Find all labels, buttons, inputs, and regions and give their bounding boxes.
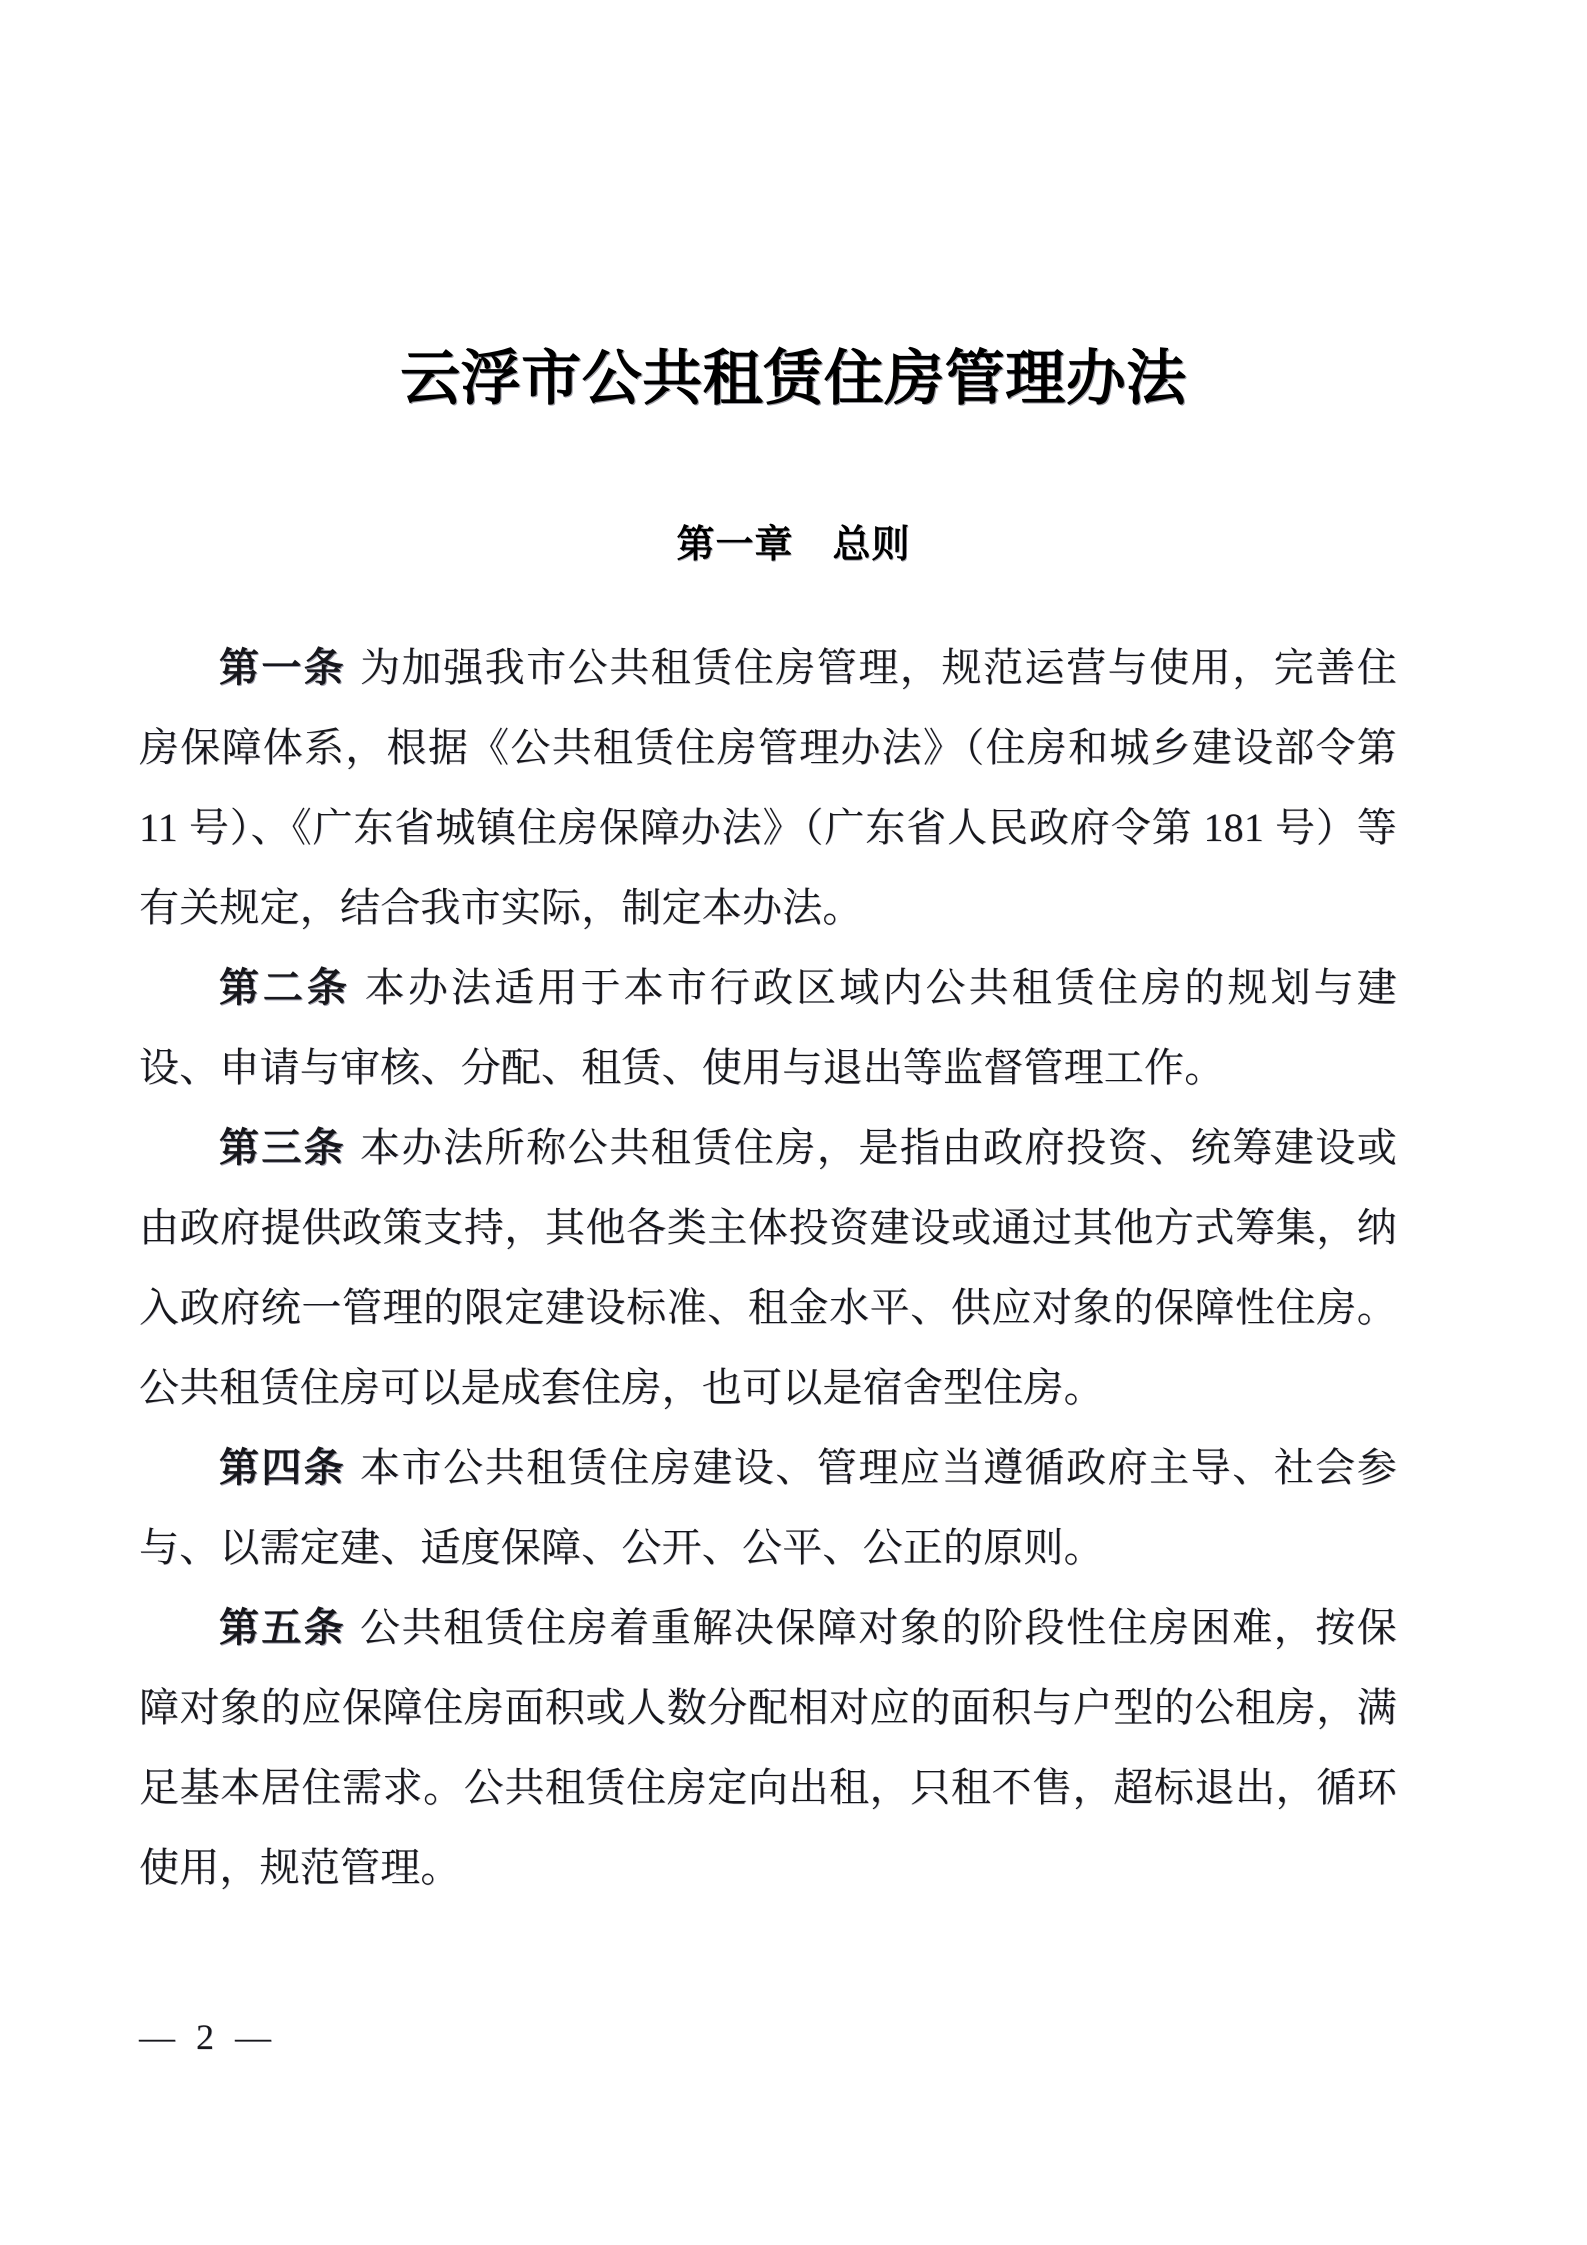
- article-item: [139, 1108, 1397, 1428]
- article-text: 为加强我市公共租赁住房管理，规范运营与使用，完善住房保障体系，根据《公共租赁住房管理办法》（住房和城乡建设部令第 11 号）、《广东省城镇住房保障办法》（广东省人民政府令第 181 号）等有关规定，结合我市实际，制定本办法。: [139, 645, 1397, 930]
- page-number: — 2 —: [139, 2017, 277, 2057]
- article-number: 第五条: [219, 1605, 346, 1650]
- article-number: 第三条: [219, 1125, 346, 1170]
- article-item: [139, 628, 1397, 948]
- chapter-heading: 第一章 总则: [676, 521, 911, 566]
- page-title: 云浮市公共租赁住房管理办法: [400, 344, 1187, 415]
- article-number: 第一条: [219, 645, 346, 690]
- article-text: 本市公共租赁住房建设、管理应当遵循政府主导、社会参与、以需定建、适度保障、公开、公平、公正的原则。: [139, 1445, 1397, 1570]
- article-item: [139, 948, 1397, 1108]
- article-number: 第二条: [219, 965, 351, 1010]
- article-text: 公共租赁住房着重解决保障对象的阶段性住房困难，按保障对象的应保障住房面积或人数分配相对应的面积与户型的公租房，满足基本居住需求。公共租赁住房定向出租，只租不售，超标退出，循环使用，规范管理。: [139, 1605, 1397, 1890]
- article-text: 本办法所称公共租赁住房，是指由政府投资、统筹建设或由政府提供政策支持，其他各类主体投资建设或通过其他方式筹集，纳入政府统一管理的限定建设标准、租金水平、供应对象的保障性住房。公共租赁住房可以是成套住房，也可以是宿舍型住房。: [139, 1125, 1397, 1410]
- article-item: [139, 1428, 1397, 1588]
- article-item: [139, 1588, 1397, 1908]
- article-list: [139, 628, 1397, 1908]
- article-text: 本办法适用于本市行政区域内公共租赁住房的规划与建设、申请与审核、分配、租赁、使用与退出等监督管理工作。: [139, 965, 1397, 1090]
- article-number: 第四条: [219, 1445, 346, 1490]
